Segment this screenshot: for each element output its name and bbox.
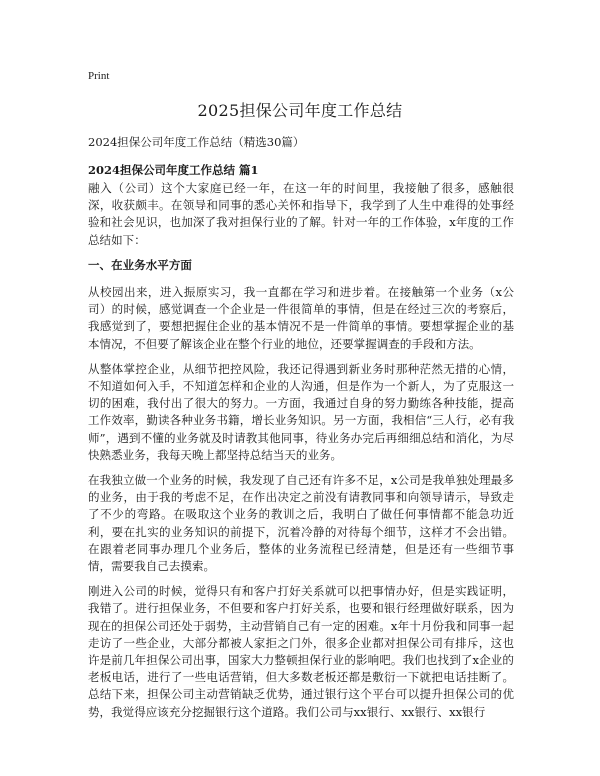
paragraph: 从校园出来，进入振原实习，我一直都在学习和进步着。在接触第一个业务（x公司）的时候，感觉调查一个企业是一件很简单的事情，但是在经过三次的考察后，我感觉到了，要想把握住企业的基本情况不是一件简单的事情。要想掌握企业的基本情况，不但要了解该企业在整个行业的地位，还要掌握调查的手段和方法。 xyxy=(88,285,514,351)
document-title: 2025担保公司年度工作总结 xyxy=(197,101,403,120)
paragraph-intro: 融入（公司）这个大家庭已经一年，在这一年的时间里，我接触了很多，感触很深，收获颇丰。在领导和同事的悉心关怀和指导下，我学到了人生中难得的处事经验和社会见识，也加深了我对担保行业的了解。针对一年的工作体验，x年度的工作总结如下： xyxy=(88,181,514,247)
paragraph: 从整体掌控企业，从细节把控风险，我还记得遇到新业务时那种茫然无措的心情，不知道如何入手，不知道怎样和企业的人沟通，但是作为一个新人，为了克服这一切的困难，我付出了很大的努力。一方面，我通过自身的努力勤练各种技能，提高工作效率，勤读各种业务书籍，增长业务知识。另一方面，我相信“三人行，必有我师”，遇到不懂的业务就及时请教其他同事，待业务办完后再细细总结和消化，为尽快熟悉业务，我每天晚上都坚持总结当天的业务。 xyxy=(88,361,514,462)
paragraph: 在我独立做一个业务的时候，我发现了自己还有许多不足，x公司是我单独处理最多的业务，由于我的考虑不足，在作出决定之前没有请教同事和向领导请示，导致走了不少的弯路。在吸取这个业务的教训之后，我明白了做任何事情都不能急功近利，要在扎实的业务知识的前提下，沉着冷静的对待每个细节，这样才不会出错。在跟着老同事办理几个业务后，整体的业务流程已经清楚，但是还有一些细节事情，需要我自己去摸索。 xyxy=(88,473,514,574)
subsection-heading: 一、在业务水平方面 xyxy=(88,257,192,272)
section-heading: 2024担保公司年度工作总结 篇1 xyxy=(88,163,259,177)
document-body xyxy=(88,180,514,729)
document-subtitle: 2024担保公司年度工作总结（精选30篇） xyxy=(88,135,305,149)
print-link[interactable]: Print xyxy=(88,70,110,82)
paragraph: 刚进入公司的时候，觉得只有和客户打好关系就可以把事情办好，但是实践证明，我错了。进行担保业务，不但要和客户打好关系，也要和银行经理做好联系，因为现在的担保公司还处于弱势，主动营销自己有一定的困难。x年十月份我和同事一起走访了一些企业，大部分都被人家拒之门外，很多企业都对担保公司有排斥，这也许是前几年担保公司出事，国家大力整顿担保行业的影响吧。我们也找到了x企业的老板电话，进行了一些电话营销，但大多数老板还都是敷衍一下就把电话挂断了。总结下来，担保公司主动营销缺乏优势，通过银行这个平台可以提升担保公司的优势，我觉得应该充分挖掘银行这个道路。我们公司与xx银行、xx银行、xx银行 xyxy=(88,584,514,719)
